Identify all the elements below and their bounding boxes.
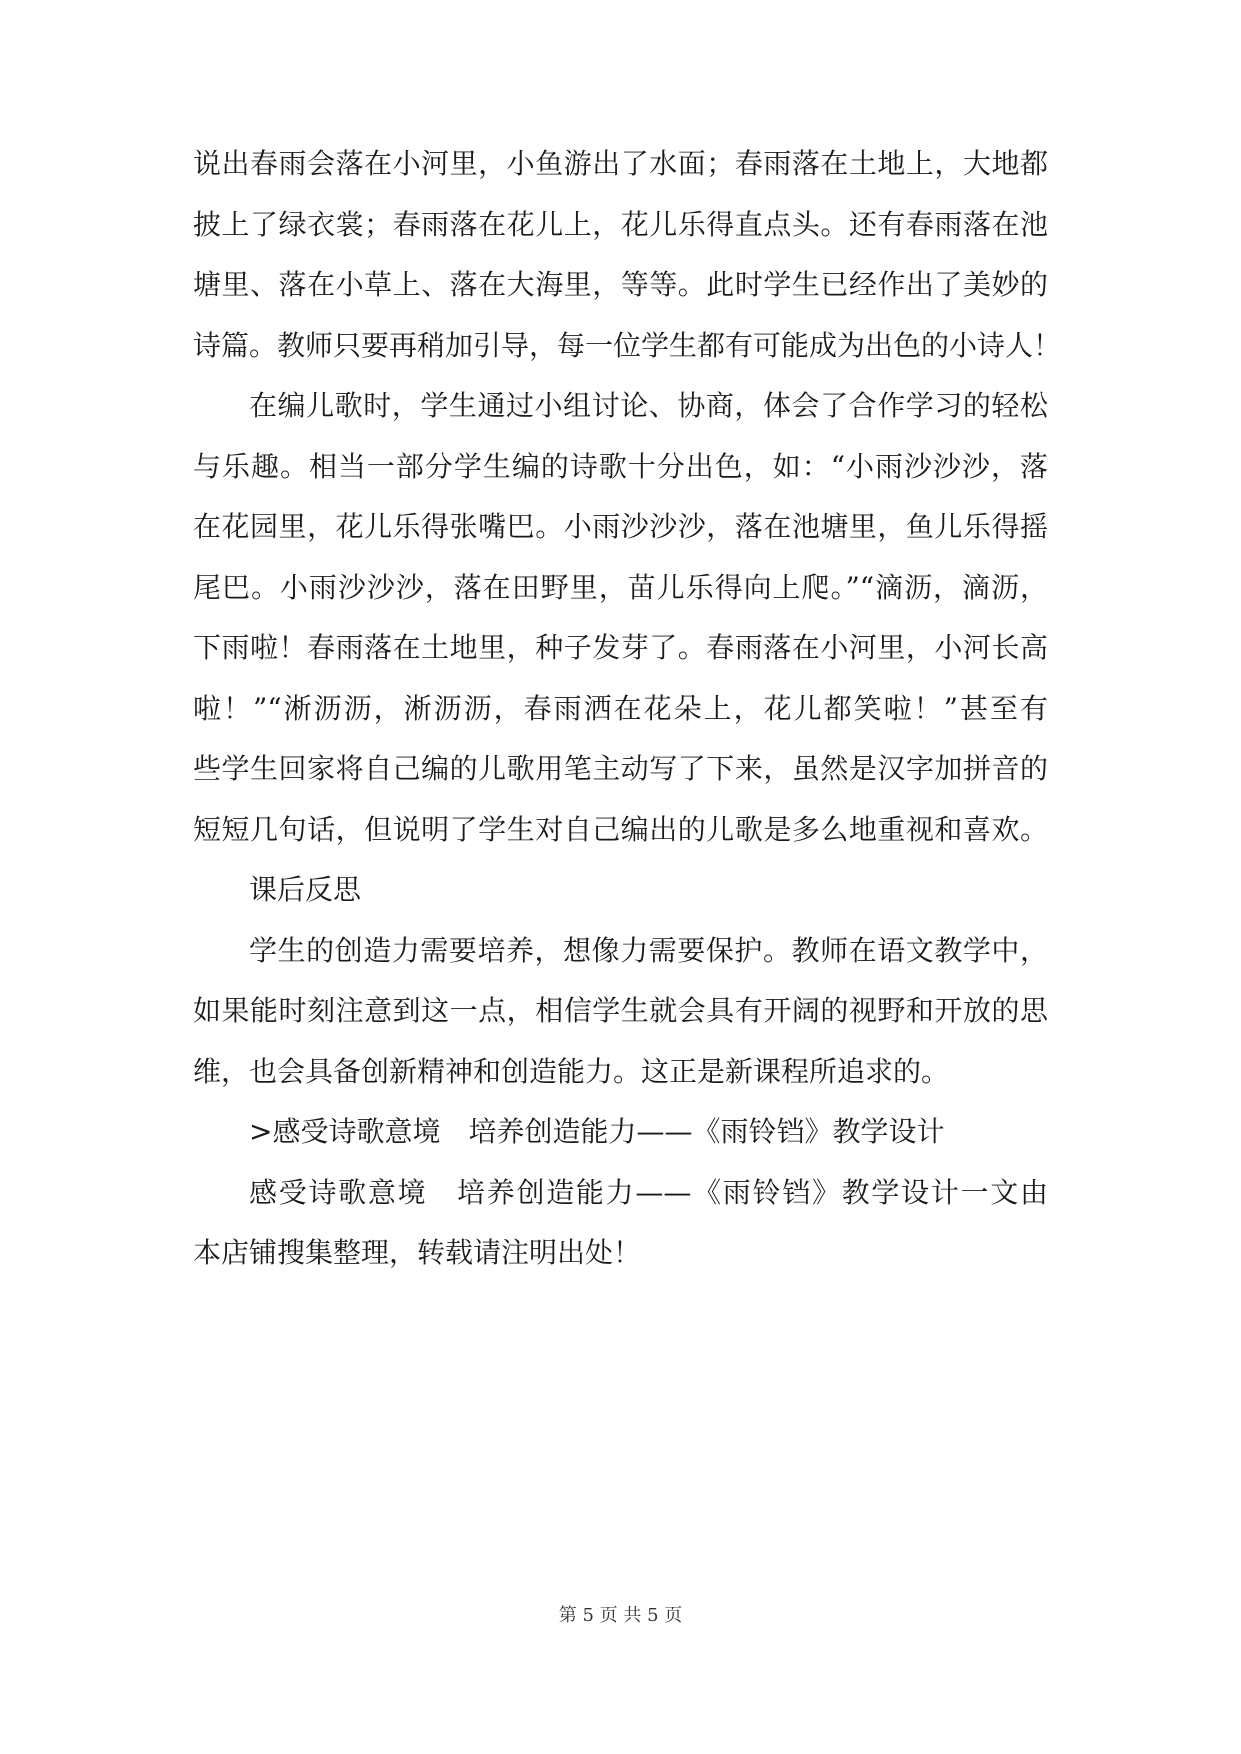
article-title-link[interactable]: >感受诗歌意境 培养创造能力——《雨铃铛》教学设计: [249, 1115, 945, 1148]
paragraph-2-line-8: 短短几句话，但说明了学生对自己编出的儿歌是多么地重视和喜欢。: [193, 813, 1048, 846]
paragraph-1-line-2: 披上了绿衣裳；春雨落在花儿上，花儿乐得直点头。还有春雨落在池: [193, 208, 1048, 241]
paragraph-1-line-1: 说出春雨会落在小河里，小鱼游出了水面；春雨落在土地上，大地都: [193, 147, 1048, 180]
paragraph-1-line-4: 诗篇。教师只要再稍加引导，每一位学生都有可能成为出色的小诗人！: [193, 329, 1062, 362]
paragraph-3-line-1: 学生的创造力需要培养，想像力需要保护。教师在语文教学中，: [249, 934, 1048, 967]
paragraph-1-line-3: 塘里、落在小草上、落在大海里，等等。此时学生已经作出了美妙的: [193, 268, 1048, 301]
section-heading-reflection: 课后反思: [249, 873, 362, 906]
paragraph-2-line-2: 与乐趣。相当一部分学生编的诗歌十分出色，如：“小雨沙沙沙，落: [193, 450, 1048, 483]
paragraph-2-line-1: 在编儿歌时，学生通过小组讨论、协商，体会了合作学习的轻松: [249, 389, 1048, 422]
paragraph-3-line-2: 如果能时刻注意到这一点，相信学生就会具有开阔的视野和开放的思: [193, 994, 1048, 1027]
closing-note-line-2: 本店铺搜集整理，转载请注明出处！: [193, 1236, 642, 1269]
page-number-footer: 第 5 页 共 5 页: [558, 1605, 683, 1626]
closing-note-line-1: 感受诗歌意境 培养创造能力——《雨铃铛》教学设计一文由: [249, 1176, 1048, 1209]
paragraph-2-line-7: 些学生回家将自己编的儿歌用笔主动写了下来，虽然是汉字加拼音的: [193, 752, 1048, 785]
paragraph-2-line-4: 尾巴。小雨沙沙沙，落在田野里，苗儿乐得向上爬。”“滴沥，滴沥，: [193, 571, 1048, 604]
paragraph-2-line-3: 在花园里，花儿乐得张嘴巴。小雨沙沙沙，落在池塘里，鱼儿乐得摇: [193, 510, 1048, 543]
paragraph-2-line-5: 下雨啦！春雨落在土地里，种子发芽了。春雨落在小河里，小河长高: [193, 631, 1048, 664]
paragraph-3-line-3: 维，也会具备创新精神和创造能力。这正是新课程所追求的。: [193, 1055, 950, 1088]
paragraph-2-line-6: 啦！”“淅沥沥，淅沥沥，春雨洒在花朵上，花儿都笑啦！”甚至有: [193, 692, 1048, 725]
